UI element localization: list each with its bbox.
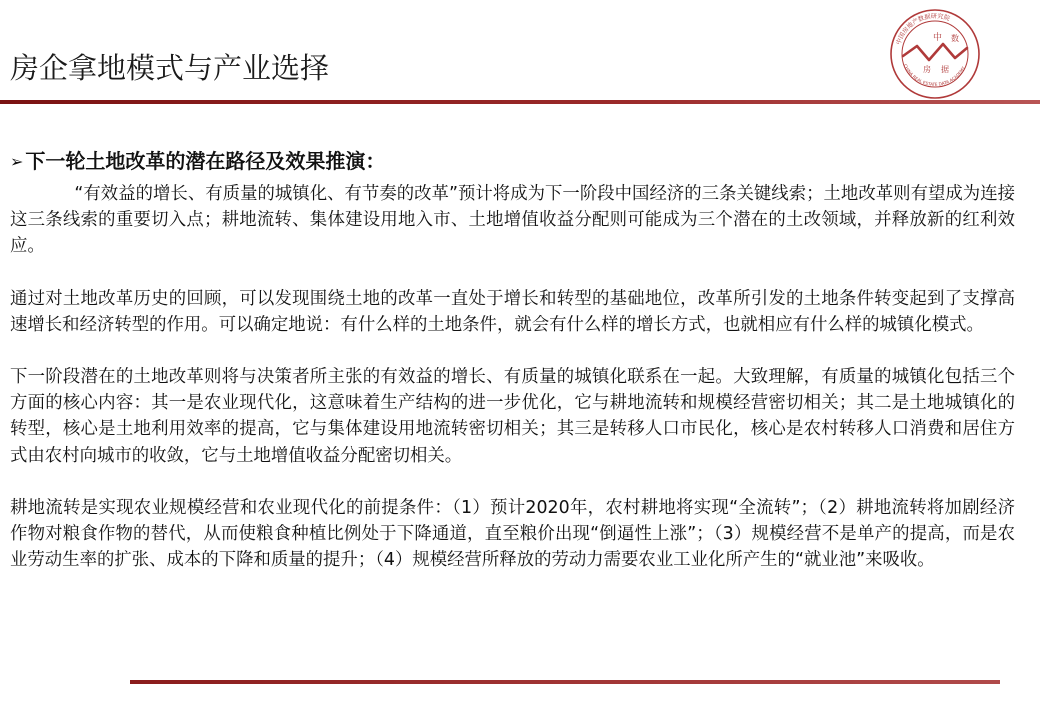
paragraph: 耕地流转是实现农业规模经营和农业现代化的前提条件：（1）预计2020年，农村耕地将实现“全流转”；（2）耕地流转将加剧经济作物对粮食作物的替代，从而使粮食种植比例处于下降通道，直至粮价出现“倒逼性上涨”；（3）规模经营不是单产的提高，而是农业劳动生率的扩张、成本的下降和质量的提升；（4）规模经营所释放的劳动力需要农业工业化所产生的“就业池”来吸收。: [10, 497, 1015, 571]
section-heading-text: 下一轮土地改革的潜在路径及效果推演：: [25, 149, 386, 173]
logo-ring-text-en: CHINA REAL ESTATE DATA ACADEMY: [902, 63, 967, 87]
paragraph: 下一阶段潜在的土地改革则将与决策者所主张的有效益的增长、有质量的城镇化联系在一起。大致理解，有质量的城镇化包括三个方面的核心内容：其一是农业现代化，这意味着生产结构的进一步优化，它与耕地流转和规模经营密切相关；其二是土地城镇化的转型，核心是土地利用效率的提高，它与集体建设用地流转密切相关；其三是转移人口市民化，核心是农村转移人口消费和居住方式由农村向城市的收敛，它与土地增值收益分配密切相关。: [10, 367, 1015, 466]
svg-text:CHINA REAL ESTATE DATA ACADEMY: [903, 63, 966, 87]
title-divider: [0, 100, 1040, 104]
main-content: [10, 146, 1015, 599]
logo-char-ju: 据: [941, 65, 949, 74]
logo-ring-text: 中国房地产数据研究院: [895, 12, 951, 46]
paragraph: 通过对土地改革历史的回顾，可以发现围绕土地的改革一直处于增长和转型的基础地位，改革所引发的土地条件转变起到了支撑高速增长和经济转型的作用。可以确定地说：有什么样的土地条件，就会有什么样的增长方式，也就相应有什么样的城镇化模式。: [10, 288, 1015, 335]
academy-logo: [889, 8, 981, 100]
section-heading: [10, 146, 1015, 177]
footer-divider: [130, 680, 1000, 684]
arrow-bullet-icon: ➢: [10, 152, 24, 171]
logo-char-fang: 房: [923, 65, 931, 74]
logo-char-shu: 数: [951, 34, 959, 43]
paragraph: “有效益的增长、有质量的城镇化、有节奏的改革”预计将成为下一阶段中国经济的三条关键线索；土地改革则有望成为连接这三条线索的重要切入点；耕地流转、集体建设用地入市、土地增值收益分配则可能成为三个潜在的土改领域，并释放新的红利效应。: [10, 184, 1015, 257]
page-title: 房企拿地模式与产业选择: [10, 51, 330, 85]
svg-text:中国房地产数据研究院: [894, 12, 951, 46]
logo-char-zhong: 中: [933, 33, 943, 43]
